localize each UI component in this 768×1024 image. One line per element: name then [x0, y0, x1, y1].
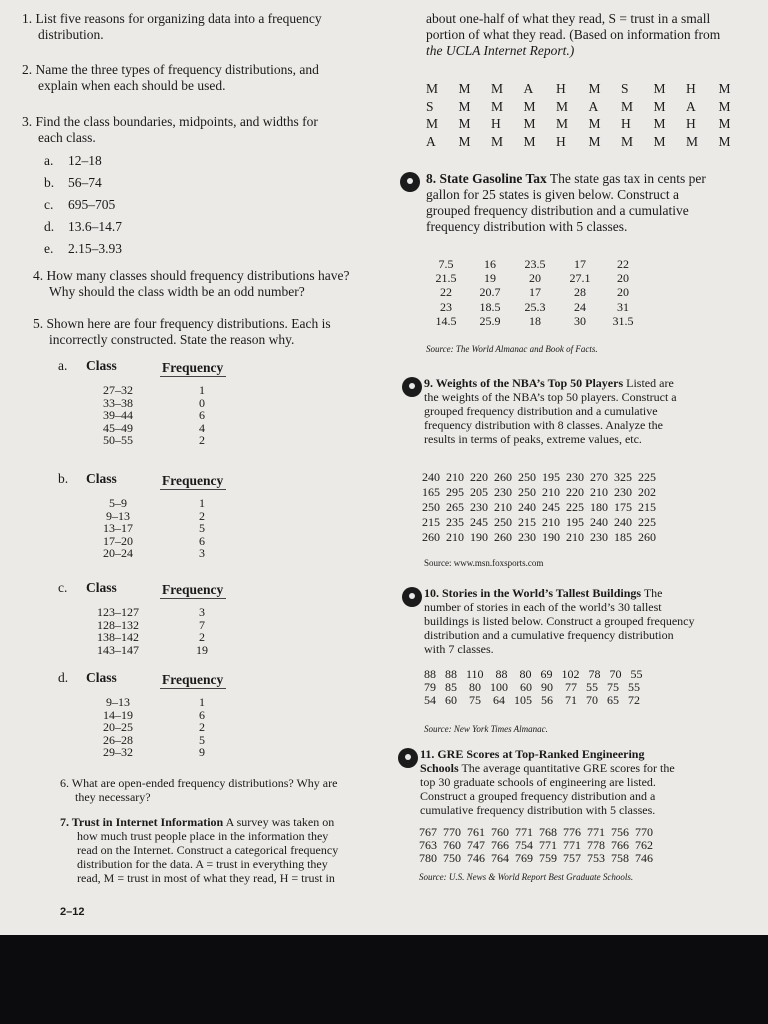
- gas-cell: 22: [617, 257, 629, 271]
- header-divider: [160, 376, 226, 377]
- trust-cell: M: [653, 81, 666, 96]
- gas-cell: 25.3: [524, 299, 546, 314]
- trust-cell: M: [458, 116, 471, 131]
- item-value: 2.15–3.93: [68, 241, 122, 256]
- frequency-cell: 1: [199, 496, 205, 510]
- question-2-line: explain when each should be used.: [38, 78, 226, 93]
- gas-cell: 30: [574, 313, 586, 328]
- trust-cell: M: [523, 133, 536, 149]
- data-row: 165 295 205 230 250 210 220 210 230 202: [422, 485, 656, 499]
- question-7-line: A survey was taken on: [223, 815, 335, 829]
- item-value: 12–18: [68, 153, 102, 168]
- trust-cell: M: [458, 81, 471, 96]
- frequency-cell: 2: [199, 720, 205, 735]
- gas-cell: 17: [529, 285, 541, 300]
- question-9-line: results in terms of peaks, extreme values, etc.: [424, 432, 642, 446]
- frequency-cell: 7: [199, 617, 205, 632]
- bullet-icon: [400, 172, 420, 192]
- trust-cell: M: [556, 98, 569, 114]
- frequency-cell: 5: [199, 732, 205, 747]
- class-cell: 27–32: [103, 383, 133, 397]
- header-divider: [160, 688, 226, 689]
- question-8-line: gallon for 25 states is given below. Construct a: [426, 187, 679, 202]
- frequency-cell: 2: [199, 433, 205, 448]
- question-10-line: buildings is listed below. Construct a grouped frequency: [424, 614, 695, 628]
- question-8: [426, 171, 706, 235]
- trust-cell: M: [588, 133, 601, 149]
- gas-cell: 23.5: [524, 257, 546, 271]
- question-5: [33, 316, 331, 348]
- class-cell: 5–9: [109, 496, 127, 510]
- frequency-header: Frequency: [162, 582, 224, 597]
- bullet-icon: [402, 587, 422, 607]
- question-6-line: they necessary?: [75, 790, 151, 804]
- gre-source: Source: U.S. News & World Report Best Graduate Schools.: [419, 872, 634, 882]
- class-cell: 20–25: [103, 720, 133, 735]
- data-row: 79 85 80 100 60 90 77 55 75 55: [424, 680, 640, 694]
- trust-cell: M: [653, 133, 666, 149]
- trust-cell: M: [491, 133, 504, 149]
- gas-cell: 7.5: [438, 257, 454, 271]
- question-7-cont-line: portion of what they read. (Based on information from: [426, 27, 721, 42]
- trust-cell: A: [426, 133, 436, 149]
- trust-cell: M: [556, 116, 569, 131]
- trust-cell: H: [556, 133, 566, 149]
- trust-cell: M: [718, 116, 731, 131]
- dark-background: [0, 935, 768, 1024]
- item-letter: d.: [44, 219, 55, 234]
- gas-cell: 21.5: [435, 271, 457, 286]
- frequency-cell: 4: [199, 420, 205, 435]
- trust-cell: H: [556, 81, 566, 96]
- question-7-continued: [426, 11, 720, 59]
- question-10: [424, 586, 695, 656]
- question-11-line: The average quantitative GRE scores for the: [458, 761, 675, 775]
- gas-cell: 24: [574, 299, 586, 314]
- question-1-line: distribution.: [38, 27, 104, 42]
- trust-cell: S: [426, 98, 434, 114]
- gas-cell: 20: [617, 271, 629, 286]
- gas-cell: 16: [484, 257, 496, 271]
- gas-cell: 28: [574, 285, 586, 300]
- gas-tax-source: Source: The World Almanac and Book of Facts.: [426, 344, 598, 354]
- trust-cell: M: [491, 81, 504, 96]
- frequency-cell: 1: [199, 383, 205, 397]
- nba-weights-data: [422, 470, 656, 545]
- question-7-line: read on the Internet. Construct a categorical frequency: [77, 843, 339, 857]
- question-7-line: distribution for the data. A = trust in everything they: [77, 857, 328, 871]
- frequency-cell: 0: [199, 395, 205, 410]
- question-3: [22, 114, 318, 146]
- data-row: 215 235 245 250 215 210 195 240 240 225: [422, 515, 656, 529]
- gas-cell: 20: [617, 285, 629, 300]
- question-9-line: the weights of the NBA’s top 50 players. Construct a: [424, 390, 677, 404]
- trust-cell: M: [718, 81, 731, 96]
- question-10-line: number of stories in each of the world’s 30 tallest: [424, 600, 662, 614]
- question-9-title: 9. Weights of the NBA’s Top 50 Players: [424, 376, 624, 390]
- question-10-line: The: [641, 586, 663, 600]
- data-row: 260 210 190 260 230 190 210 230 185 260: [422, 530, 656, 544]
- question-8-title: 8. State Gasoline Tax: [426, 171, 547, 186]
- question-5-line: incorrectly constructed. State the reason why.: [49, 332, 295, 347]
- question-3-items: [44, 153, 122, 263]
- question-3-item: [44, 175, 122, 197]
- header-divider: [160, 598, 226, 599]
- item-value: 13.6–14.7: [68, 219, 122, 234]
- gas-cell: 19: [484, 271, 496, 286]
- question-8-line: The state gas tax in cents per: [546, 171, 706, 186]
- frequency-cell: 3: [199, 546, 205, 561]
- trust-cell: M: [426, 116, 439, 131]
- question-11-title: 11. GRE Scores at Top-Ranked Engineering: [420, 747, 645, 761]
- gas-cell: 31.5: [612, 313, 634, 328]
- buildings-data: [424, 668, 643, 707]
- gas-cell: 18.5: [479, 299, 501, 314]
- class-cell: 143–147: [97, 642, 139, 657]
- question-11-line: Construct a grouped frequency distribution and a: [420, 789, 656, 803]
- question-7-line: how much trust people place in the information they: [77, 829, 329, 843]
- question-7-cont-line: the UCLA Internet Report.): [426, 43, 575, 58]
- gre-scores-data: [419, 826, 653, 865]
- question-7: [60, 815, 338, 885]
- gas-cell: 22: [440, 285, 452, 300]
- trust-cell: H: [686, 116, 696, 131]
- frequency-cell: 6: [199, 408, 205, 423]
- item-value: 695–705: [68, 197, 116, 212]
- trust-cell: S: [621, 81, 629, 96]
- question-11-line: Schools: [420, 761, 459, 775]
- trust-cell: M: [588, 116, 601, 131]
- gas-cell: 17: [574, 257, 586, 271]
- frequency-header: Frequency: [162, 672, 224, 687]
- data-row: 88 88 110 88 80 69 102 78 70 55: [424, 667, 643, 681]
- trust-cell: M: [621, 98, 634, 114]
- question-1: [22, 11, 322, 43]
- question-7-cont-line: about one-half of what they read, S = trust in a small: [426, 11, 711, 26]
- trust-cell: H: [686, 81, 696, 96]
- frequency-header: Frequency: [162, 473, 224, 488]
- gas-cell: 20.7: [479, 285, 501, 300]
- trust-cell: M: [426, 81, 439, 96]
- question-11-line: top 30 graduate schools of engineering are listed.: [420, 775, 656, 789]
- page-number: 2–12: [60, 906, 85, 918]
- class-cell: 138–142: [97, 630, 139, 645]
- item-letter: e.: [44, 241, 54, 256]
- question-10-title: 10. Stories in the World’s Tallest Buildings: [424, 586, 642, 600]
- class-cell: 20–24: [103, 546, 133, 561]
- question-10-line: with 7 classes.: [424, 642, 494, 656]
- item-letter: b.: [44, 175, 55, 190]
- table-letter: a.: [58, 358, 68, 373]
- trust-cell: A: [523, 81, 534, 96]
- question-3-item: [44, 241, 122, 263]
- trust-cell: A: [588, 98, 599, 114]
- trust-cell: M: [458, 133, 471, 149]
- frequency-cell: 2: [199, 630, 205, 645]
- frequency-cell: 5: [199, 521, 205, 536]
- table-letter: c.: [58, 580, 68, 595]
- class-cell: 14–19: [103, 707, 133, 722]
- question-3-line: each class.: [38, 130, 96, 145]
- class-cell: 50–55: [103, 433, 133, 448]
- data-row: 763 760 747 766 754 771 771 778 766 762: [419, 838, 653, 852]
- gas-cell: 18: [529, 313, 541, 328]
- trust-cell: M: [491, 98, 504, 114]
- frequency-cell: 6: [199, 707, 205, 722]
- trust-cell: M: [718, 133, 731, 149]
- question-8-line: frequency distribution with 5 classes.: [426, 219, 628, 234]
- question-1-line: 1. List five reasons for organizing data into a frequency: [22, 11, 322, 26]
- question-4-line: Why should the class width be an odd number?: [49, 284, 305, 299]
- table-letter: b.: [58, 471, 69, 486]
- trust-cell: M: [588, 81, 601, 96]
- frequency-header: Frequency: [162, 360, 224, 375]
- data-row: 250 265 230 210 240 245 225 180 175 215: [422, 500, 656, 514]
- gas-cell: 31: [617, 299, 629, 314]
- gas-cell: 20: [529, 271, 541, 286]
- class-cell: 45–49: [103, 420, 133, 435]
- class-cell: 128–132: [97, 617, 139, 632]
- question-9-line: frequency distribution with 8 classes. Analyze the: [424, 418, 663, 432]
- question-9: [424, 376, 677, 446]
- question-9-line: grouped frequency distribution and a cumulative: [424, 404, 658, 418]
- trust-cell: M: [718, 98, 731, 114]
- class-cell: 123–127: [97, 605, 139, 619]
- question-3-item: [44, 153, 122, 175]
- data-row: 780 750 746 764 769 759 757 753 758 746: [419, 851, 653, 865]
- item-value: 56–74: [68, 175, 102, 190]
- question-6-line: 6. What are open-ended frequency distributions? Why are: [60, 776, 338, 790]
- question-10-line: distribution and a cumulative frequency distribution: [424, 628, 674, 642]
- question-3-item: [44, 219, 122, 241]
- data-row: 54 60 75 64 105 56 71 70 65 72: [424, 693, 640, 707]
- class-header: Class: [86, 580, 117, 595]
- trust-cell: M: [523, 116, 536, 131]
- item-letter: a.: [44, 153, 54, 168]
- gas-cell: 27.1: [569, 271, 591, 286]
- class-header: Class: [86, 670, 117, 685]
- trust-cell: H: [491, 116, 501, 131]
- gas-cell: 14.5: [435, 313, 457, 328]
- question-9-line: Listed are: [623, 376, 674, 390]
- frequency-cell: 19: [196, 642, 208, 657]
- trust-cell: M: [653, 98, 666, 114]
- class-cell: 39–44: [103, 408, 133, 423]
- question-2-line: 2. Name the three types of frequency distributions, and: [22, 62, 319, 77]
- trust-cell: M: [523, 98, 536, 114]
- question-11-line: cumulative frequency distribution with 5 classes.: [420, 803, 656, 817]
- frequency-cell: 3: [199, 605, 205, 619]
- question-4: [33, 268, 349, 300]
- question-8-line: grouped frequency distribution and a cumulative: [426, 203, 689, 218]
- class-cell: 13–17: [103, 521, 133, 536]
- class-cell: 29–32: [103, 745, 133, 760]
- question-7-line: read, M = trust in most of what they read, H = trust in: [77, 871, 335, 885]
- nba-source: Source: www.msn.foxsports.com: [424, 558, 544, 568]
- frequency-cell: 2: [199, 508, 205, 523]
- question-2: [22, 62, 319, 94]
- question-11: [420, 747, 675, 817]
- data-row: 240 210 220 260 250 195 230 270 325 225: [422, 470, 656, 484]
- class-cell: 9–13: [106, 695, 130, 709]
- class-cell: 26–28: [103, 732, 133, 747]
- trust-cell: M: [621, 133, 634, 149]
- frequency-cell: 1: [199, 695, 205, 709]
- trust-cell: M: [458, 98, 471, 114]
- trust-cell: H: [621, 116, 631, 131]
- class-cell: 9–13: [106, 508, 130, 523]
- gas-cell: 23: [440, 299, 452, 314]
- question-5-line: 5. Shown here are four frequency distributions. Each is: [33, 316, 331, 331]
- question-4-line: 4. How many classes should frequency distributions have?: [33, 268, 350, 283]
- class-header: Class: [86, 358, 117, 373]
- table-letter: d.: [58, 670, 69, 685]
- frequency-cell: 9: [199, 745, 205, 760]
- question-6: [60, 776, 337, 804]
- buildings-source: Source: New York Times Almanac.: [424, 724, 548, 734]
- question-3-line: 3. Find the class boundaries, midpoints, and widths for: [22, 114, 318, 129]
- frequency-cell: 6: [199, 533, 205, 548]
- header-divider: [160, 489, 226, 490]
- item-letter: c.: [44, 197, 54, 212]
- bullet-icon: [398, 748, 418, 768]
- class-header: Class: [86, 471, 117, 486]
- question-7-title: 7. Trust in Internet Information: [60, 815, 224, 829]
- trust-cell: A: [686, 98, 696, 114]
- trust-cell: M: [653, 116, 666, 131]
- trust-cell: M: [686, 133, 699, 149]
- question-3-item: [44, 197, 122, 219]
- bullet-icon: [402, 377, 422, 397]
- class-cell: 33–38: [103, 395, 133, 410]
- class-cell: 17–20: [103, 533, 133, 548]
- gas-cell: 25.9: [479, 313, 501, 328]
- data-row: 767 770 761 760 771 768 776 771 756 770: [419, 825, 653, 839]
